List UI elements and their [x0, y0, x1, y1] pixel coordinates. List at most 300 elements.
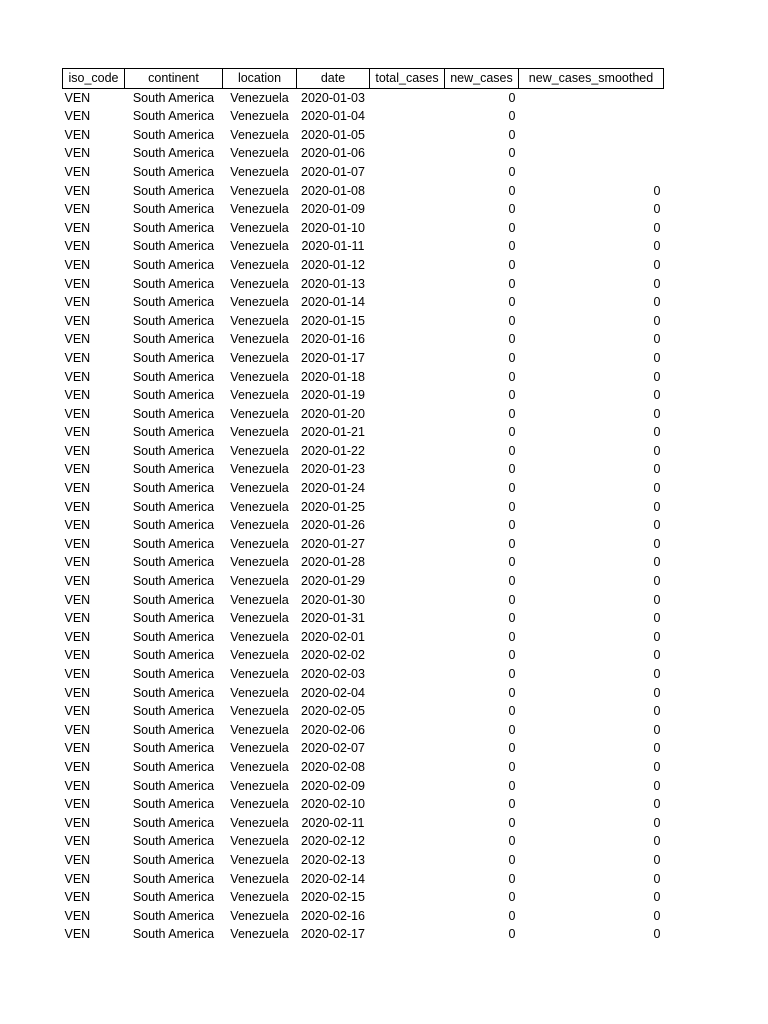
- cell-iso-code: VEN: [64, 127, 91, 142]
- cell-iso-code: VEN: [64, 183, 91, 198]
- cell-continent: South America: [132, 518, 215, 533]
- cell-date: 2020-01-25: [301, 499, 365, 514]
- cell-continent: South America: [132, 350, 215, 365]
- cell-continent: South America: [132, 109, 215, 124]
- cell-location: Venezuela: [230, 388, 289, 403]
- cell-iso-code: VEN: [64, 425, 91, 440]
- cell-new-cases: 0: [508, 667, 516, 681]
- cell-location: Venezuela: [230, 183, 289, 198]
- cell-location: Venezuela: [230, 815, 289, 830]
- cell-new-cases-smoothed: 0: [653, 759, 661, 774]
- cell-new-cases: 0: [508, 220, 516, 235]
- cell-continent: South America: [132, 574, 215, 589]
- cell-total-cases: [370, 442, 445, 461]
- cell-date: 2020-02-09: [301, 778, 365, 793]
- table-row: [63, 423, 664, 442]
- cell-new-cases-smoothed: 0: [653, 629, 661, 644]
- cell-date: 2020-01-26: [301, 518, 365, 533]
- cell-new-cases-smoothed: 0: [653, 406, 661, 421]
- cell-location: Venezuela: [230, 220, 289, 235]
- cell-new-cases: 0: [508, 462, 516, 477]
- cell-location: Venezuela: [230, 146, 289, 161]
- cell-new-cases: 0: [508, 890, 516, 905]
- cell-total-cases: [370, 144, 445, 163]
- cell-date: 2020-01-13: [301, 276, 365, 291]
- cell-continent: South America: [132, 908, 215, 923]
- cell-continent: South America: [132, 183, 215, 198]
- cell-new-cases: 0: [508, 797, 516, 812]
- cell-new-cases-smoothed: 0: [653, 722, 661, 737]
- table-row: [63, 479, 664, 498]
- cell-new-cases-smoothed: [519, 107, 664, 126]
- table-row: [63, 516, 664, 535]
- cell-continent: South America: [132, 90, 215, 105]
- cell-continent: South America: [132, 443, 215, 458]
- table-row: [63, 572, 664, 591]
- cell-iso-code: VEN: [64, 146, 91, 161]
- cell-date: 2020-01-11: [301, 239, 365, 254]
- cell-continent: South America: [132, 164, 215, 179]
- cell-date: 2020-01-24: [301, 481, 365, 496]
- cell-total-cases: [370, 739, 445, 758]
- cell-new-cases-smoothed: 0: [653, 202, 661, 217]
- cell-total-cases: [370, 795, 445, 814]
- cell-continent: South America: [132, 667, 215, 681]
- cell-new-cases-smoothed: 0: [653, 871, 661, 886]
- cell-iso-code: VEN: [64, 890, 91, 905]
- cell-location: Venezuela: [230, 239, 289, 254]
- cell-location: Venezuela: [230, 797, 289, 812]
- cell-total-cases: [370, 516, 445, 535]
- cell-iso-code: VEN: [64, 611, 91, 626]
- cell-new-cases-smoothed: 0: [653, 276, 661, 291]
- cell-total-cases: [370, 758, 445, 777]
- cell-total-cases: [370, 907, 445, 926]
- cell-date: 2020-02-17: [301, 927, 365, 942]
- cell-new-cases-smoothed: [519, 88, 664, 107]
- cell-new-cases: 0: [508, 332, 516, 347]
- cell-date: 2020-01-20: [301, 406, 365, 421]
- header-continent: continent: [125, 69, 223, 89]
- table-row: [63, 851, 664, 870]
- cell-new-cases: 0: [508, 574, 516, 589]
- cell-location: Venezuela: [230, 109, 289, 124]
- cell-location: Venezuela: [230, 722, 289, 737]
- table-row: [63, 591, 664, 610]
- table-row: [63, 609, 664, 628]
- cell-date: 2020-02-04: [301, 685, 365, 700]
- cell-date: 2020-02-15: [301, 890, 365, 905]
- cell-new-cases-smoothed: [519, 144, 664, 163]
- cell-location: Venezuela: [230, 481, 289, 496]
- cell-date: 2020-02-07: [301, 741, 365, 756]
- cell-total-cases: [370, 572, 445, 591]
- cell-iso-code: VEN: [64, 313, 91, 328]
- table-row: [63, 460, 664, 479]
- cell-date: 2020-02-06: [301, 722, 365, 737]
- table-row: [63, 684, 664, 703]
- cell-new-cases: 0: [508, 443, 516, 458]
- header-total-cases: total_cases: [370, 69, 445, 89]
- cell-location: Venezuela: [230, 704, 289, 719]
- cell-total-cases: [370, 330, 445, 349]
- cell-location: Venezuela: [230, 890, 289, 905]
- cell-continent: South America: [132, 425, 215, 440]
- cell-date: 2020-02-05: [301, 704, 365, 719]
- cell-date: 2020-02-13: [301, 852, 365, 867]
- cell-new-cases-smoothed: 0: [653, 908, 661, 923]
- cell-iso-code: VEN: [64, 332, 91, 347]
- cell-new-cases: 0: [508, 164, 516, 179]
- cell-location: Venezuela: [230, 332, 289, 347]
- cell-iso-code: VEN: [64, 555, 91, 570]
- cell-location: Venezuela: [230, 536, 289, 551]
- table-row: [63, 702, 664, 721]
- cell-continent: South America: [132, 741, 215, 756]
- cell-new-cases-smoothed: 0: [653, 462, 661, 477]
- cell-date: 2020-01-04: [301, 109, 365, 124]
- cell-location: Venezuela: [230, 257, 289, 272]
- cell-new-cases-smoothed: 0: [653, 667, 661, 681]
- cell-new-cases: 0: [508, 425, 516, 440]
- cell-iso-code: VEN: [64, 667, 91, 681]
- table-row: [63, 368, 664, 387]
- cell-location: Venezuela: [230, 592, 289, 607]
- cell-total-cases: [370, 721, 445, 740]
- cell-new-cases: 0: [508, 908, 516, 923]
- cell-continent: South America: [132, 611, 215, 626]
- cell-location: Venezuela: [230, 425, 289, 440]
- header-row: [63, 69, 664, 89]
- header-new-cases-smoothed: new_cases_smoothed: [519, 69, 664, 89]
- cell-location: Venezuela: [230, 555, 289, 570]
- cell-date: 2020-01-22: [301, 443, 365, 458]
- cell-date: 2020-02-11: [301, 815, 365, 830]
- cell-iso-code: VEN: [64, 164, 91, 179]
- cell-date: 2020-01-09: [301, 202, 365, 217]
- header-location: location: [223, 69, 297, 89]
- cell-total-cases: [370, 163, 445, 182]
- cell-new-cases: 0: [508, 109, 516, 124]
- cell-new-cases: 0: [508, 685, 516, 700]
- table-row: [63, 721, 664, 740]
- cell-total-cases: [370, 126, 445, 145]
- cell-location: Venezuela: [230, 852, 289, 867]
- cell-new-cases: 0: [508, 406, 516, 421]
- cell-iso-code: VEN: [64, 202, 91, 217]
- cell-continent: South America: [132, 127, 215, 142]
- cell-continent: South America: [132, 257, 215, 272]
- table-row: [63, 925, 664, 944]
- cell-total-cases: [370, 870, 445, 889]
- table-row: [63, 107, 664, 126]
- cell-new-cases-smoothed: [519, 126, 664, 145]
- cell-total-cases: [370, 423, 445, 442]
- cell-continent: South America: [132, 815, 215, 830]
- table-row: [63, 237, 664, 256]
- data-table: [62, 68, 664, 944]
- cell-new-cases: 0: [508, 518, 516, 533]
- cell-date: 2020-02-14: [301, 871, 365, 886]
- cell-iso-code: VEN: [64, 462, 91, 477]
- cell-date: 2020-02-10: [301, 797, 365, 812]
- cell-location: Venezuela: [230, 518, 289, 533]
- cell-new-cases-smoothed: 0: [653, 518, 661, 533]
- cell-continent: South America: [132, 369, 215, 384]
- cell-continent: South America: [132, 852, 215, 867]
- table-row: [63, 88, 664, 107]
- cell-continent: South America: [132, 202, 215, 217]
- cell-new-cases-smoothed: 0: [653, 555, 661, 570]
- cell-iso-code: VEN: [64, 927, 91, 942]
- table-row: [63, 144, 664, 163]
- table-row: [63, 330, 664, 349]
- data-sheet: [62, 68, 664, 944]
- cell-date: 2020-01-06: [301, 146, 365, 161]
- cell-total-cases: [370, 312, 445, 331]
- cell-total-cases: [370, 553, 445, 572]
- cell-new-cases: 0: [508, 704, 516, 719]
- cell-total-cases: [370, 275, 445, 294]
- cell-new-cases: 0: [508, 629, 516, 644]
- cell-new-cases: 0: [508, 90, 516, 105]
- cell-location: Venezuela: [230, 927, 289, 942]
- cell-iso-code: VEN: [64, 295, 91, 310]
- table-row: [63, 200, 664, 219]
- table-row: [63, 553, 664, 572]
- cell-date: 2020-01-10: [301, 220, 365, 235]
- table-header: [63, 69, 664, 89]
- cell-new-cases: 0: [508, 815, 516, 830]
- cell-location: Venezuela: [230, 611, 289, 626]
- cell-iso-code: VEN: [64, 778, 91, 793]
- cell-continent: South America: [132, 462, 215, 477]
- cell-location: Venezuela: [230, 667, 289, 681]
- cell-continent: South America: [132, 797, 215, 812]
- table-row: [63, 739, 664, 758]
- cell-new-cases: 0: [508, 146, 516, 161]
- cell-continent: South America: [132, 313, 215, 328]
- cell-total-cases: [370, 665, 445, 684]
- cell-total-cases: [370, 293, 445, 312]
- cell-total-cases: [370, 219, 445, 238]
- cell-date: 2020-01-05: [301, 127, 365, 142]
- cell-new-cases: 0: [508, 499, 516, 514]
- cell-iso-code: VEN: [64, 834, 91, 849]
- table-row: [63, 832, 664, 851]
- cell-location: Venezuela: [230, 462, 289, 477]
- cell-location: Venezuela: [230, 164, 289, 179]
- cell-date: 2020-01-29: [301, 574, 365, 589]
- cell-continent: South America: [132, 388, 215, 403]
- cell-iso-code: VEN: [64, 481, 91, 496]
- cell-new-cases-smoothed: 0: [653, 574, 661, 589]
- cell-iso-code: VEN: [64, 406, 91, 421]
- cell-iso-code: VEN: [64, 239, 91, 254]
- cell-new-cases: 0: [508, 778, 516, 793]
- cell-new-cases: 0: [508, 871, 516, 886]
- cell-date: 2020-01-14: [301, 295, 365, 310]
- cell-total-cases: [370, 684, 445, 703]
- cell-location: Venezuela: [230, 406, 289, 421]
- cell-new-cases: 0: [508, 257, 516, 272]
- cell-location: Venezuela: [230, 741, 289, 756]
- cell-date: 2020-01-27: [301, 536, 365, 551]
- cell-new-cases: 0: [508, 239, 516, 254]
- cell-total-cases: [370, 777, 445, 796]
- cell-total-cases: [370, 925, 445, 944]
- table-row: [63, 665, 664, 684]
- cell-date: 2020-01-16: [301, 332, 365, 347]
- table-row: [63, 182, 664, 201]
- cell-total-cases: [370, 256, 445, 275]
- cell-new-cases-smoothed: 0: [653, 499, 661, 514]
- cell-new-cases: 0: [508, 481, 516, 496]
- cell-new-cases-smoothed: 0: [653, 797, 661, 812]
- cell-new-cases-smoothed: 0: [653, 443, 661, 458]
- cell-continent: South America: [132, 722, 215, 737]
- cell-new-cases-smoothed: 0: [653, 388, 661, 403]
- cell-new-cases-smoothed: 0: [653, 927, 661, 942]
- cell-continent: South America: [132, 834, 215, 849]
- cell-new-cases-smoothed: 0: [653, 350, 661, 365]
- cell-iso-code: VEN: [64, 518, 91, 533]
- cell-continent: South America: [132, 759, 215, 774]
- cell-total-cases: [370, 368, 445, 387]
- cell-total-cases: [370, 182, 445, 201]
- table-row: [63, 126, 664, 145]
- cell-new-cases-smoothed: 0: [653, 611, 661, 626]
- cell-new-cases: 0: [508, 183, 516, 198]
- table-row: [63, 219, 664, 238]
- cell-iso-code: VEN: [64, 369, 91, 384]
- cell-total-cases: [370, 832, 445, 851]
- cell-new-cases-smoothed: 0: [653, 257, 661, 272]
- cell-new-cases: 0: [508, 369, 516, 384]
- cell-new-cases: 0: [508, 759, 516, 774]
- cell-total-cases: [370, 200, 445, 219]
- cell-new-cases: 0: [508, 536, 516, 551]
- cell-date: 2020-02-12: [301, 834, 365, 849]
- cell-location: Venezuela: [230, 295, 289, 310]
- table-row: [63, 535, 664, 554]
- cell-continent: South America: [132, 146, 215, 161]
- cell-new-cases-smoothed: 0: [653, 741, 661, 756]
- cell-total-cases: [370, 107, 445, 126]
- cell-iso-code: VEN: [64, 499, 91, 514]
- cell-total-cases: [370, 888, 445, 907]
- cell-continent: South America: [132, 629, 215, 644]
- cell-continent: South America: [132, 890, 215, 905]
- table-row: [63, 814, 664, 833]
- cell-continent: South America: [132, 704, 215, 719]
- cell-date: 2020-01-15: [301, 313, 365, 328]
- cell-iso-code: VEN: [64, 350, 91, 365]
- cell-total-cases: [370, 702, 445, 721]
- cell-date: 2020-01-12: [301, 257, 365, 272]
- cell-location: Venezuela: [230, 369, 289, 384]
- cell-new-cases-smoothed: [519, 163, 664, 182]
- cell-location: Venezuela: [230, 313, 289, 328]
- cell-continent: South America: [132, 499, 215, 514]
- header-date: date: [297, 69, 370, 89]
- cell-new-cases-smoothed: 0: [653, 834, 661, 849]
- cell-iso-code: VEN: [64, 90, 91, 105]
- cell-iso-code: VEN: [64, 815, 91, 830]
- cell-new-cases-smoothed: 0: [653, 220, 661, 235]
- cell-location: Venezuela: [230, 276, 289, 291]
- cell-continent: South America: [132, 927, 215, 942]
- cell-new-cases-smoothed: 0: [653, 536, 661, 551]
- cell-continent: South America: [132, 239, 215, 254]
- cell-iso-code: VEN: [64, 852, 91, 867]
- cell-new-cases-smoothed: 0: [653, 648, 661, 663]
- cell-iso-code: VEN: [64, 276, 91, 291]
- cell-location: Venezuela: [230, 778, 289, 793]
- table-row: [63, 349, 664, 368]
- cell-continent: South America: [132, 685, 215, 700]
- cell-total-cases: [370, 591, 445, 610]
- cell-location: Venezuela: [230, 127, 289, 142]
- cell-location: Venezuela: [230, 350, 289, 365]
- cell-date: 2020-01-18: [301, 369, 365, 384]
- cell-new-cases-smoothed: 0: [653, 778, 661, 793]
- cell-iso-code: VEN: [64, 741, 91, 756]
- cell-date: 2020-02-16: [301, 908, 365, 923]
- cell-new-cases: 0: [508, 722, 516, 737]
- table-row: [63, 870, 664, 889]
- cell-total-cases: [370, 405, 445, 424]
- cell-continent: South America: [132, 871, 215, 886]
- table-body: [63, 88, 664, 944]
- cell-date: 2020-02-02: [301, 648, 365, 663]
- cell-location: Venezuela: [230, 908, 289, 923]
- cell-location: Venezuela: [230, 629, 289, 644]
- cell-new-cases-smoothed: 0: [653, 481, 661, 496]
- cell-continent: South America: [132, 592, 215, 607]
- cell-total-cases: [370, 814, 445, 833]
- cell-total-cases: [370, 88, 445, 107]
- cell-continent: South America: [132, 332, 215, 347]
- table-row: [63, 646, 664, 665]
- table-row: [63, 758, 664, 777]
- header-iso-code: iso_code: [63, 69, 125, 89]
- cell-location: Venezuela: [230, 685, 289, 700]
- cell-total-cases: [370, 628, 445, 647]
- cell-continent: South America: [132, 648, 215, 663]
- cell-new-cases: 0: [508, 202, 516, 217]
- table-row: [63, 312, 664, 331]
- table-row: [63, 777, 664, 796]
- cell-continent: South America: [132, 778, 215, 793]
- table-row: [63, 442, 664, 461]
- cell-continent: South America: [132, 295, 215, 310]
- cell-iso-code: VEN: [64, 704, 91, 719]
- cell-total-cases: [370, 851, 445, 870]
- cell-location: Venezuela: [230, 871, 289, 886]
- cell-new-cases: 0: [508, 927, 516, 942]
- cell-continent: South America: [132, 555, 215, 570]
- cell-new-cases: 0: [508, 313, 516, 328]
- cell-date: 2020-01-21: [301, 425, 365, 440]
- cell-date: 2020-01-30: [301, 592, 365, 607]
- cell-continent: South America: [132, 536, 215, 551]
- cell-new-cases-smoothed: 0: [653, 369, 661, 384]
- cell-continent: South America: [132, 406, 215, 421]
- cell-new-cases-smoothed: 0: [653, 313, 661, 328]
- cell-total-cases: [370, 237, 445, 256]
- cell-new-cases: 0: [508, 276, 516, 291]
